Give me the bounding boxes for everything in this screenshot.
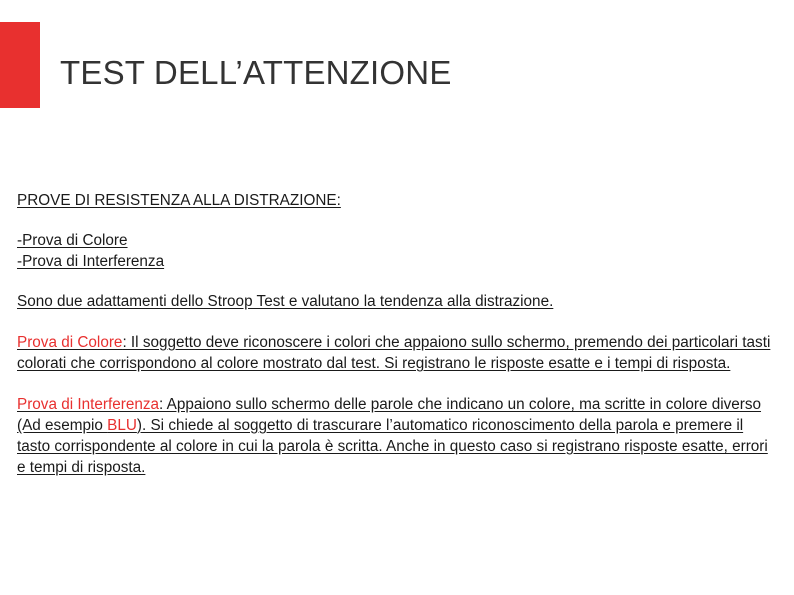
term-prova-interferenza: Prova di Interferenza xyxy=(17,396,159,413)
accent-bar xyxy=(0,22,40,108)
slide-title: TEST DELL’ATTENZIONE xyxy=(60,54,452,91)
interferenza-description-end: ). Si chiede al soggetto di trascurare l’automatico riconoscimento della parola e premere il tasto corrispondente al colore in cui la parola è scritta. Anche in questo caso si registrano risposte esatte, errori e tempi di risposta. xyxy=(17,417,768,476)
intro-paragraph: Sono due adattamenti dello Stroop Test e valutano la tendenza alla distrazione. xyxy=(17,293,554,310)
interferenza-description-start: : Appaiono sullo schermo delle parole che indicano un colore, ma scritte in colore diverso (Ad esempio xyxy=(17,396,762,434)
prova-colore-description: : Il soggetto deve riconoscere i colori che appaiono sullo schermo, premendo dei particolari tasti colorati che corrispondono al colore mostrato dal test. Si registrano le risposte esatte e i tempi di risposta. xyxy=(17,334,771,372)
list-item-colore: -Prova di Colore xyxy=(17,232,128,249)
slide-body xyxy=(17,190,777,478)
paragraph-prova-colore xyxy=(17,332,777,374)
example-word-blu: BLU xyxy=(107,417,137,434)
list-item-interferenza: -Prova di Interferenza xyxy=(17,253,165,270)
term-prova-colore: Prova di Colore xyxy=(17,334,123,351)
section-heading: PROVE DI RESISTENZA ALLA DISTRAZIONE: xyxy=(17,192,341,209)
paragraph-prova-interferenza xyxy=(17,394,777,478)
